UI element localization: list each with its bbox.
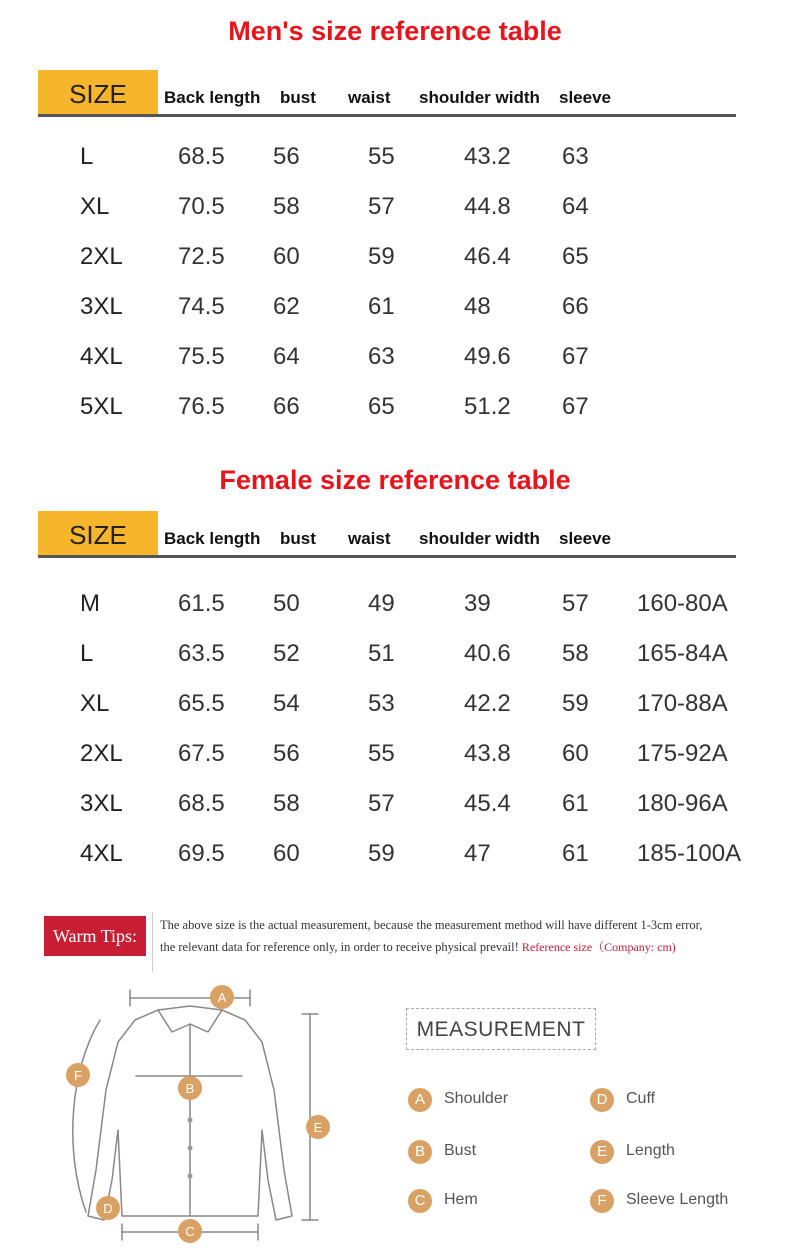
men-table-header	[38, 70, 736, 116]
table-row	[0, 193, 790, 233]
tips-reference-size: Reference size（Company: cm)	[521, 940, 676, 954]
female-size-header: SIZE	[38, 511, 158, 555]
marker-e	[306, 1115, 330, 1139]
warm-tips	[44, 912, 764, 972]
table-cell: 61	[368, 293, 395, 320]
table-cell: 67	[562, 393, 589, 420]
size-cell: 3XL	[80, 790, 123, 817]
female-header-rule	[38, 555, 736, 558]
table-cell: 170-88A	[637, 690, 728, 717]
size-cell: XL	[80, 690, 110, 717]
table-cell: 180-96A	[637, 790, 728, 817]
svg-text:A: A	[217, 990, 227, 1005]
size-cell: 3XL	[80, 293, 123, 320]
table-cell: 67.5	[178, 740, 225, 767]
table-cell: 57	[368, 790, 395, 817]
table-cell: 54	[273, 690, 300, 717]
table-cell: 57	[368, 193, 395, 220]
legend-label: Bust	[444, 1142, 477, 1159]
table-cell: 39	[464, 590, 491, 617]
legend-label: Cuff	[626, 1090, 656, 1107]
table-row	[0, 293, 790, 333]
shirt-button	[188, 1118, 193, 1123]
table-cell: 58	[562, 640, 589, 667]
men-size-header: SIZE	[38, 70, 158, 114]
legend-label: Length	[626, 1142, 675, 1159]
table-cell: 51	[368, 640, 395, 667]
table-cell: 165-84A	[637, 640, 728, 667]
table-cell: 67	[562, 343, 589, 370]
measurement-title: MEASUREMENT	[406, 1008, 596, 1050]
female-table-header	[38, 511, 736, 557]
table-cell: 45.4	[464, 790, 511, 817]
table-cell: 60	[273, 243, 300, 270]
table-cell: 49	[368, 590, 395, 617]
legend-marker-icon: D	[590, 1088, 614, 1112]
table-cell: 63	[562, 143, 589, 170]
table-cell: 61	[562, 840, 589, 867]
table-cell: 63	[368, 343, 395, 370]
female-table-title: Female size reference table	[219, 465, 571, 495]
size-cell: 5XL	[80, 393, 123, 420]
marker-f	[66, 1063, 90, 1087]
table-row	[0, 640, 790, 680]
legend-label: Sleeve Length	[626, 1191, 729, 1208]
table-cell: 175-92A	[637, 740, 728, 767]
men-header-rule	[38, 114, 736, 117]
table-cell: 60	[273, 840, 300, 867]
table-cell: 49.6	[464, 343, 511, 370]
table-cell: 61	[562, 790, 589, 817]
table-cell: 58	[273, 790, 300, 817]
table-cell: 50	[273, 590, 300, 617]
size-cell: M	[80, 590, 100, 617]
shirt-diagram	[40, 980, 370, 1252]
table-cell: 60	[562, 740, 589, 767]
table-cell: 68.5	[178, 790, 225, 817]
table-row	[0, 740, 790, 780]
warm-tips-badge: Warm Tips:	[44, 916, 146, 956]
table-cell: 65	[562, 243, 589, 270]
table-cell: 59	[562, 690, 589, 717]
tips-line-2-text: the relevant data for reference only, in order to receive physical prevail!	[160, 940, 519, 954]
table-cell: 56	[273, 740, 300, 767]
tips-divider	[152, 912, 153, 972]
table-cell: 56	[273, 143, 300, 170]
table-cell: 59	[368, 840, 395, 867]
table-cell: 65.5	[178, 690, 225, 717]
men-col-bust: bust	[280, 88, 316, 107]
table-cell: 66	[562, 293, 589, 320]
men-col-shoulder-width: shoulder width	[419, 88, 540, 107]
female-col-waist: waist	[348, 529, 391, 548]
female-col-shoulder-width: shoulder width	[419, 529, 540, 548]
svg-text:F: F	[74, 1068, 82, 1083]
table-row	[0, 343, 790, 383]
table-cell: 58	[273, 193, 300, 220]
table-row	[0, 790, 790, 830]
table-cell: 69.5	[178, 840, 225, 867]
men-col-sleeve: sleeve	[559, 88, 611, 107]
tips-line-1: The above size is the actual measurement, because the measurement method will have different 1-3cm error,	[160, 918, 703, 932]
size-cell: L	[80, 143, 94, 170]
table-cell: 66	[273, 393, 300, 420]
table-row	[0, 590, 790, 630]
men-table-title: Men's size reference table	[228, 16, 562, 46]
size-cell: 2XL	[80, 243, 123, 270]
table-cell: 42.2	[464, 690, 511, 717]
men-col-back-length: Back length	[164, 88, 261, 107]
table-cell: 64	[273, 343, 300, 370]
size-cell: XL	[80, 193, 110, 220]
table-cell: 43.2	[464, 143, 511, 170]
table-cell: 55	[368, 740, 395, 767]
table-cell: 51.2	[464, 393, 511, 420]
size-cell: 2XL	[80, 740, 123, 767]
shirt-button	[188, 1146, 193, 1151]
table-row	[0, 393, 790, 433]
table-cell: 53	[368, 690, 395, 717]
table-cell: 43.8	[464, 740, 511, 767]
table-cell: 46.4	[464, 243, 511, 270]
table-cell: 44.8	[464, 193, 511, 220]
svg-text:D: D	[103, 1201, 113, 1216]
female-col-sleeve: sleeve	[559, 529, 611, 548]
table-cell: 61.5	[178, 590, 225, 617]
size-cell: L	[80, 640, 94, 667]
legend-marker-icon: F	[590, 1189, 614, 1213]
table-cell: 76.5	[178, 393, 225, 420]
table-cell: 64	[562, 193, 589, 220]
tips-line-2	[160, 938, 676, 955]
table-row	[0, 690, 790, 730]
size-cell: 4XL	[80, 840, 123, 867]
size-cell: 4XL	[80, 343, 123, 370]
svg-text:E: E	[313, 1120, 323, 1135]
table-cell: 55	[368, 143, 395, 170]
table-cell: 59	[368, 243, 395, 270]
female-col-back-length: Back length	[164, 529, 261, 548]
svg-text:C: C	[185, 1224, 195, 1239]
table-cell: 40.6	[464, 640, 511, 667]
svg-text:B: B	[185, 1081, 195, 1096]
table-cell: 185-100A	[637, 840, 742, 867]
table-cell: 74.5	[178, 293, 225, 320]
table-cell: 160-80A	[637, 590, 728, 617]
table-cell: 70.5	[178, 193, 225, 220]
marker-c	[178, 1219, 202, 1243]
legend-marker-icon: C	[408, 1189, 432, 1213]
female-col-bust: bust	[280, 529, 316, 548]
table-row	[0, 840, 790, 880]
legend-marker-icon: B	[408, 1140, 432, 1164]
table-cell: 72.5	[178, 243, 225, 270]
table-cell: 52	[273, 640, 300, 667]
marker-b	[178, 1076, 202, 1100]
legend-label: Hem	[444, 1191, 478, 1208]
shirt-button	[188, 1174, 193, 1179]
table-row	[0, 243, 790, 283]
men-col-waist: waist	[348, 88, 391, 107]
marker-a	[210, 985, 234, 1009]
table-cell: 48	[464, 293, 491, 320]
legend-label: Shoulder	[444, 1090, 509, 1107]
measurement-section	[40, 980, 760, 1252]
table-cell: 62	[273, 293, 300, 320]
table-row	[0, 143, 790, 183]
table-cell: 63.5	[178, 640, 225, 667]
legend-marker-icon: E	[590, 1140, 614, 1164]
table-cell: 75.5	[178, 343, 225, 370]
marker-d	[96, 1196, 120, 1220]
table-cell: 57	[562, 590, 589, 617]
sleeve-measure-arc	[73, 1020, 100, 1212]
table-cell: 68.5	[178, 143, 225, 170]
table-cell: 65	[368, 393, 395, 420]
table-cell: 47	[464, 840, 491, 867]
legend-marker-icon: A	[408, 1088, 432, 1112]
